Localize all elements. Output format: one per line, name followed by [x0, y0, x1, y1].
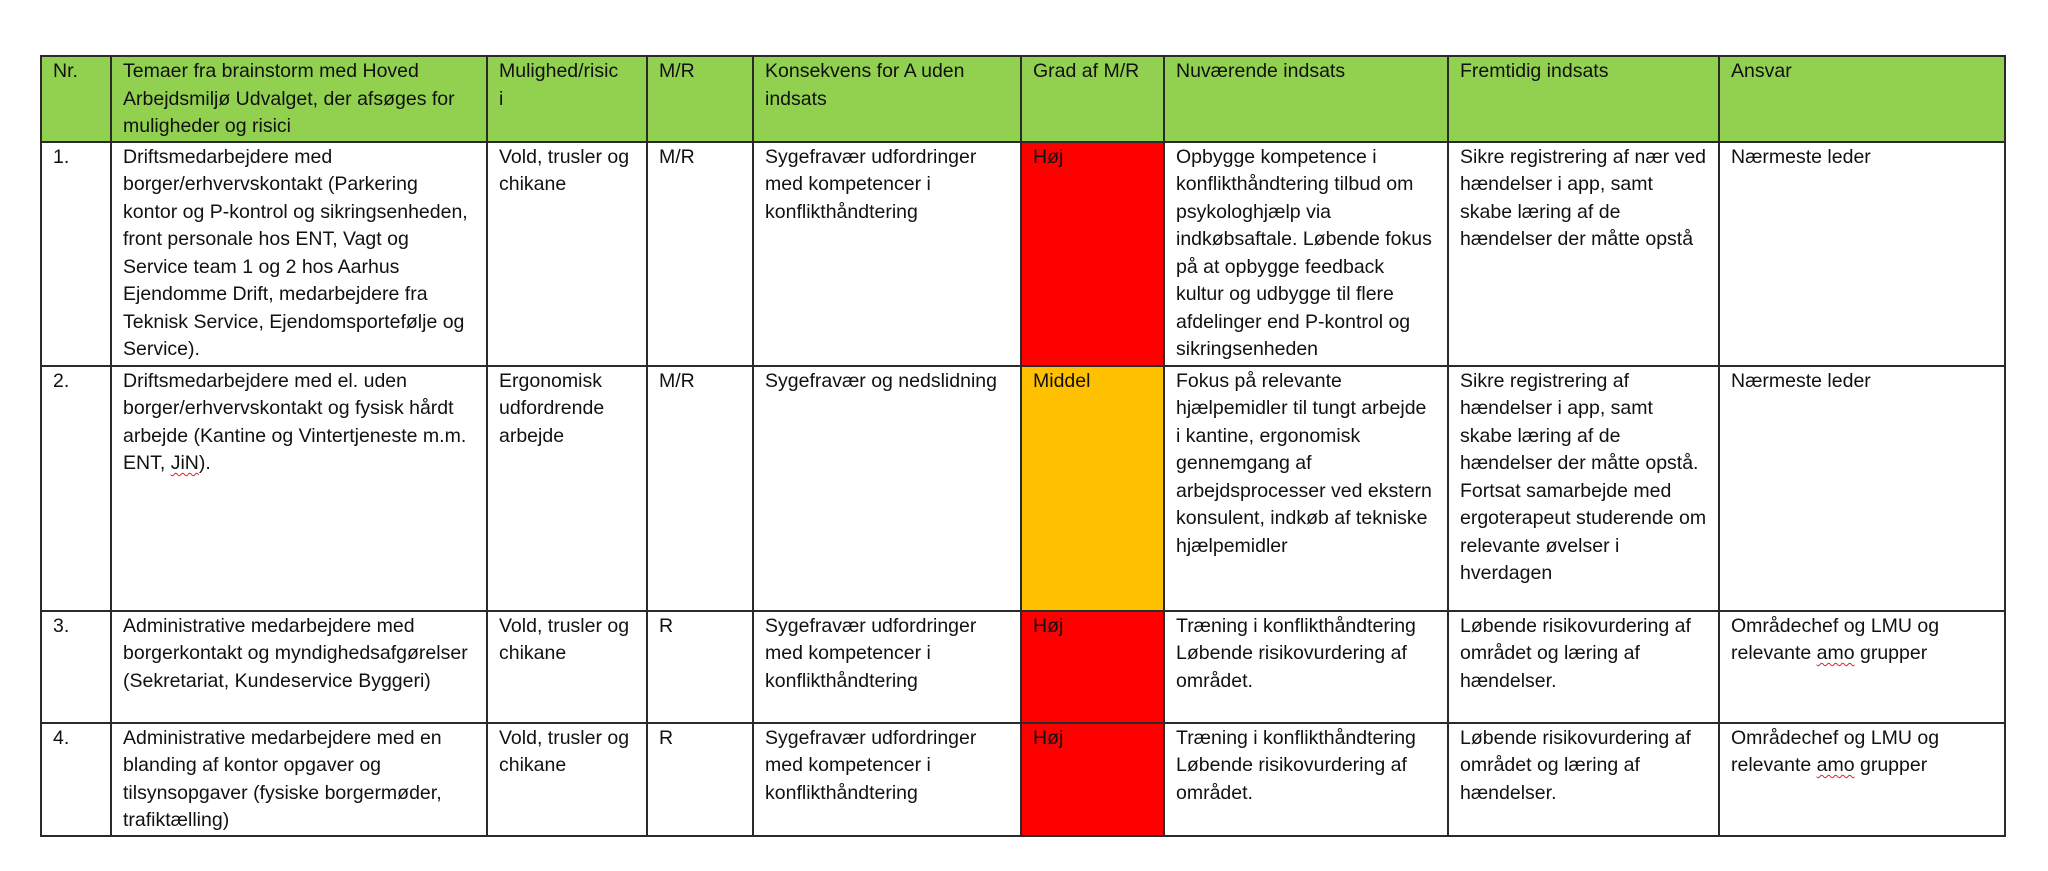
cell-nr: 4. [41, 723, 111, 836]
cell-temaer [111, 366, 487, 611]
cell-mulighed: Vold, trusler og chikane [487, 723, 647, 836]
header-temaer: Temaer fra brainstorm med Hoved Arbejdsmiljø Udvalget, der afsøges for muligheder og risici [111, 56, 487, 142]
cell-m-r: R [647, 611, 753, 723]
header-mulighed-risici: Mulighed/risic i [487, 56, 647, 142]
cell-nuvaerende: Træning i konflikthåndtering Løbende risikovurdering af området. [1164, 723, 1448, 836]
cell-konsekvens: Sygefravær udfordringer med kompetencer i konflikthåndtering [753, 142, 1021, 366]
cell-grad: Høj [1021, 611, 1164, 723]
cell-temaer: Administrative medarbejdere med borgerkontakt og myndighedsafgørelser (Sekretariat, Kundeservice Byggeri) [111, 611, 487, 723]
header-grad: Grad af M/R [1021, 56, 1164, 142]
spellcheck-marked-word: JiN [170, 452, 199, 474]
header-konsekvens: Konsekvens for A uden indsats [753, 56, 1021, 142]
spellcheck-marked-word: amo [1816, 754, 1855, 776]
ansvar-text-end: grupper [1854, 754, 1928, 776]
cell-temaer: Driftsmedarbejdere med borger/erhvervskontakt (Parkering kontor og P-kontrol og sikringsenheden, front personale hos ENT, Vagt og Service team 1 og 2 hos Aarhus Ejendomme Drift, medarbejdere fra Teknisk Service, Ejendomsportefølje og Service). [111, 142, 487, 366]
cell-ansvar [1719, 723, 2005, 836]
spellcheck-marked-word: amo [1816, 642, 1855, 664]
cell-mulighed: Vold, trusler og chikane [487, 142, 647, 366]
header-fremtidig-indsats: Fremtidig indsats [1448, 56, 1719, 142]
cell-mulighed: Vold, trusler og chikane [487, 611, 647, 723]
cell-m-r: M/R [647, 366, 753, 611]
cell-fremtidig: Løbende risikovurdering af området og læring af hændelser. [1448, 723, 1719, 836]
ansvar-text-end: grupper [1854, 642, 1928, 664]
header-ansvar: Ansvar [1719, 56, 2005, 142]
cell-mulighed: Ergonomisk udfordrende arbejde [487, 366, 647, 611]
table-row [41, 142, 2005, 366]
cell-konsekvens: Sygefravær og nedslidning [753, 366, 1021, 611]
risk-assessment-table [40, 55, 2006, 837]
cell-fremtidig: Sikre registrering af nær ved hændelser i app, samt skabe læring af de hændelser der måtte opstå [1448, 142, 1719, 366]
header-nuvaerende-indsats: Nuværende indsats [1164, 56, 1448, 142]
cell-konsekvens: Sygefravær udfordringer med kompetencer i konflikthåndtering [753, 723, 1021, 836]
cell-grad: Høj [1021, 723, 1164, 836]
cell-nuvaerende: Fokus på relevante hjælpemidler til tungt arbejde i kantine, ergonomisk gennemgang af arbejdsprocesser ved ekstern konsulent, indkøb af tekniske hjælpemidler [1164, 366, 1448, 611]
cell-nr: 2. [41, 366, 111, 611]
cell-nuvaerende: Træning i konflikthåndtering Løbende risikovurdering af området. [1164, 611, 1448, 723]
temaer-text-end: ). [198, 452, 211, 474]
cell-m-r: R [647, 723, 753, 836]
cell-nuvaerende: Opbygge kompetence i konflikthåndtering tilbud om psykologhjælp via indkøbsaftale. Løbende fokus på at opbygge feedback kultur og udbygge til flere afdelinger end P-kontrol og sikringsenheden [1164, 142, 1448, 366]
cell-ansvar [1719, 611, 2005, 723]
cell-nr: 3. [41, 611, 111, 723]
cell-m-r: M/R [647, 142, 753, 366]
ansvar-text: Områdechef og LMU og relevante [1731, 614, 1940, 664]
cell-konsekvens: Sygefravær udfordringer med kompetencer i konflikthåndtering [753, 611, 1021, 723]
table-row [41, 723, 2005, 836]
header-nr: Nr. [41, 56, 111, 142]
cell-ansvar: Nærmeste leder [1719, 142, 2005, 366]
cell-fremtidig: Sikre registrering af hændelser i app, samt skabe læring af de hændelser der måtte opstå. Fortsat samarbejde med ergoterapeut studerende om relevante øvelser i hverdagen [1448, 366, 1719, 611]
header-row [41, 56, 2005, 142]
cell-fremtidig: Løbende risikovurdering af området og læring af hændelser. [1448, 611, 1719, 723]
cell-grad: Middel [1021, 366, 1164, 611]
cell-ansvar: Nærmeste leder [1719, 366, 2005, 611]
table-row [41, 366, 2005, 611]
cell-temaer: Administrative medarbejdere med en blanding af kontor opgaver og tilsynsopgaver (fysiske borgermøder, trafiktælling) [111, 723, 487, 836]
table-row [41, 611, 2005, 723]
header-m-r: M/R [647, 56, 753, 142]
cell-grad: Høj [1021, 142, 1164, 366]
ansvar-text: Områdechef og LMU og relevante [1731, 726, 1940, 776]
temaer-text: Driftsmedarbejdere med el. uden borger/erhvervskontakt og fysisk hårdt arbejde (Kantine og Vintertjeneste m.m. ENT, [123, 369, 467, 474]
cell-nr: 1. [41, 142, 111, 366]
